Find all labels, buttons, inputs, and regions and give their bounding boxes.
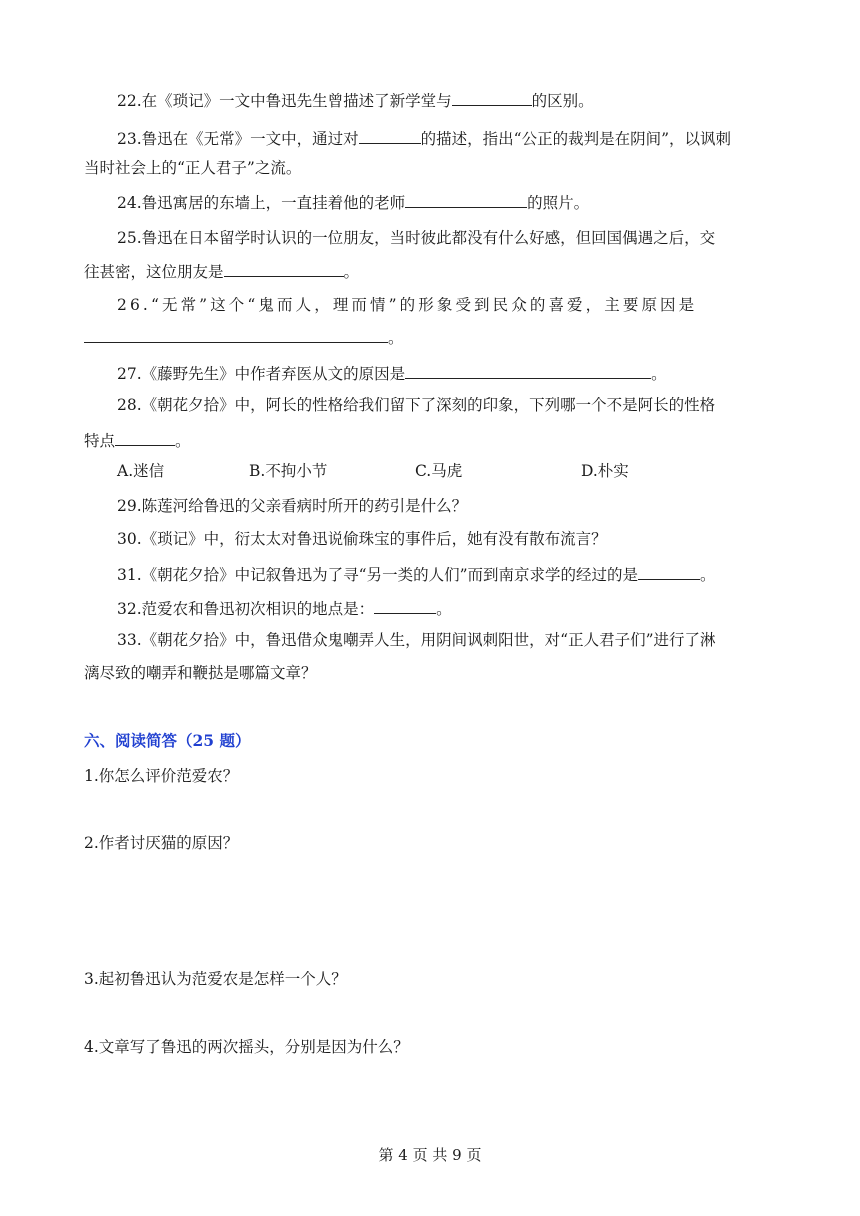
answer-blank (224, 260, 344, 277)
section-heading: 六、阅读简答（25 题） (84, 731, 251, 750)
question-24: 24.鲁迅寓居的东墙上，一直挂着他的老师 的照片。 (117, 191, 589, 213)
option-a: A.迷信 (117, 462, 165, 480)
short-answer-4: 4.文章写了鲁迅的两次摇头，分别是因为什么？ (84, 1038, 409, 1056)
question-28-cont: 特点 。 (84, 429, 191, 451)
question-25-cont: 往甚密，这位朋友是 。 (84, 260, 359, 282)
question-33: 33.《朝花夕拾》中，鲁迅借众鬼嘲弄人生，用阴间讽刺阳世，对“正人君子们”进行了淋 (117, 631, 716, 649)
question-27: 27.《藤野先生》中作者弃医从文的原因是 。 (117, 362, 667, 384)
question-26: 26.“无常”这个“鬼而人，理而情”的形象受到民众的喜爱，主要原因是 (117, 296, 698, 314)
question-32: 32.范爱农和鲁迅初次相识的地点是： 。 (117, 597, 452, 619)
option-b: B.不拘小节 (249, 462, 328, 480)
question-23: 23.鲁迅在《无常》一文中，通过对 的描述，指出“公正的裁判是在阴间”，以讽刺 (117, 127, 731, 149)
answer-blank (115, 429, 175, 446)
answer-blank (405, 362, 651, 379)
question-22: 22.在《琐记》一文中鲁迅先生曾描述了新学堂与 的区别。 (117, 89, 594, 111)
question-25: 25.鲁迅在日本留学时认识的一位朋友，当时彼此都没有什么好感，但回国偶遇之后，交 (117, 229, 716, 247)
short-answer-2: 2.作者讨厌猫的原因？ (84, 834, 239, 852)
answer-blank (84, 326, 388, 343)
short-answer-1: 1.你怎么评价范爱农？ (84, 767, 239, 785)
answer-blank (374, 597, 436, 614)
question-29: 29.陈莲河给鲁迅的父亲看病时所开的药引是什么？ (117, 497, 468, 515)
question-30: 30.《琐记》中，衍太太对鲁迅说偷珠宝的事件后，她有没有散布流言？ (117, 530, 607, 548)
question-33-cont: 漓尽致的嘲弄和鞭挞是哪篇文章？ (84, 664, 317, 682)
question-23-cont: 当时社会上的“正人君子”之流。 (84, 159, 302, 177)
answer-blank (359, 127, 421, 144)
answer-blank (638, 563, 700, 580)
short-answer-3: 3.起初鲁迅认为范爱农是怎样一个人？ (84, 970, 347, 988)
answer-blank (452, 89, 532, 106)
question-28: 28.《朝花夕拾》中，阿长的性格给我们留下了深刻的印象，下列哪一个不是阿长的性格 (117, 396, 716, 414)
question-31: 31.《朝花夕拾》中记叙鲁迅为了寻“另一类的人们”而到南京求学的经过的是 。 (117, 563, 716, 585)
option-d: D.朴实 (581, 462, 629, 480)
page-footer: 第 4 页 共 9 页 (378, 1146, 482, 1164)
option-c: C.马虎 (415, 462, 463, 480)
question-26-cont: 。 (84, 326, 404, 348)
answer-blank (405, 191, 527, 208)
